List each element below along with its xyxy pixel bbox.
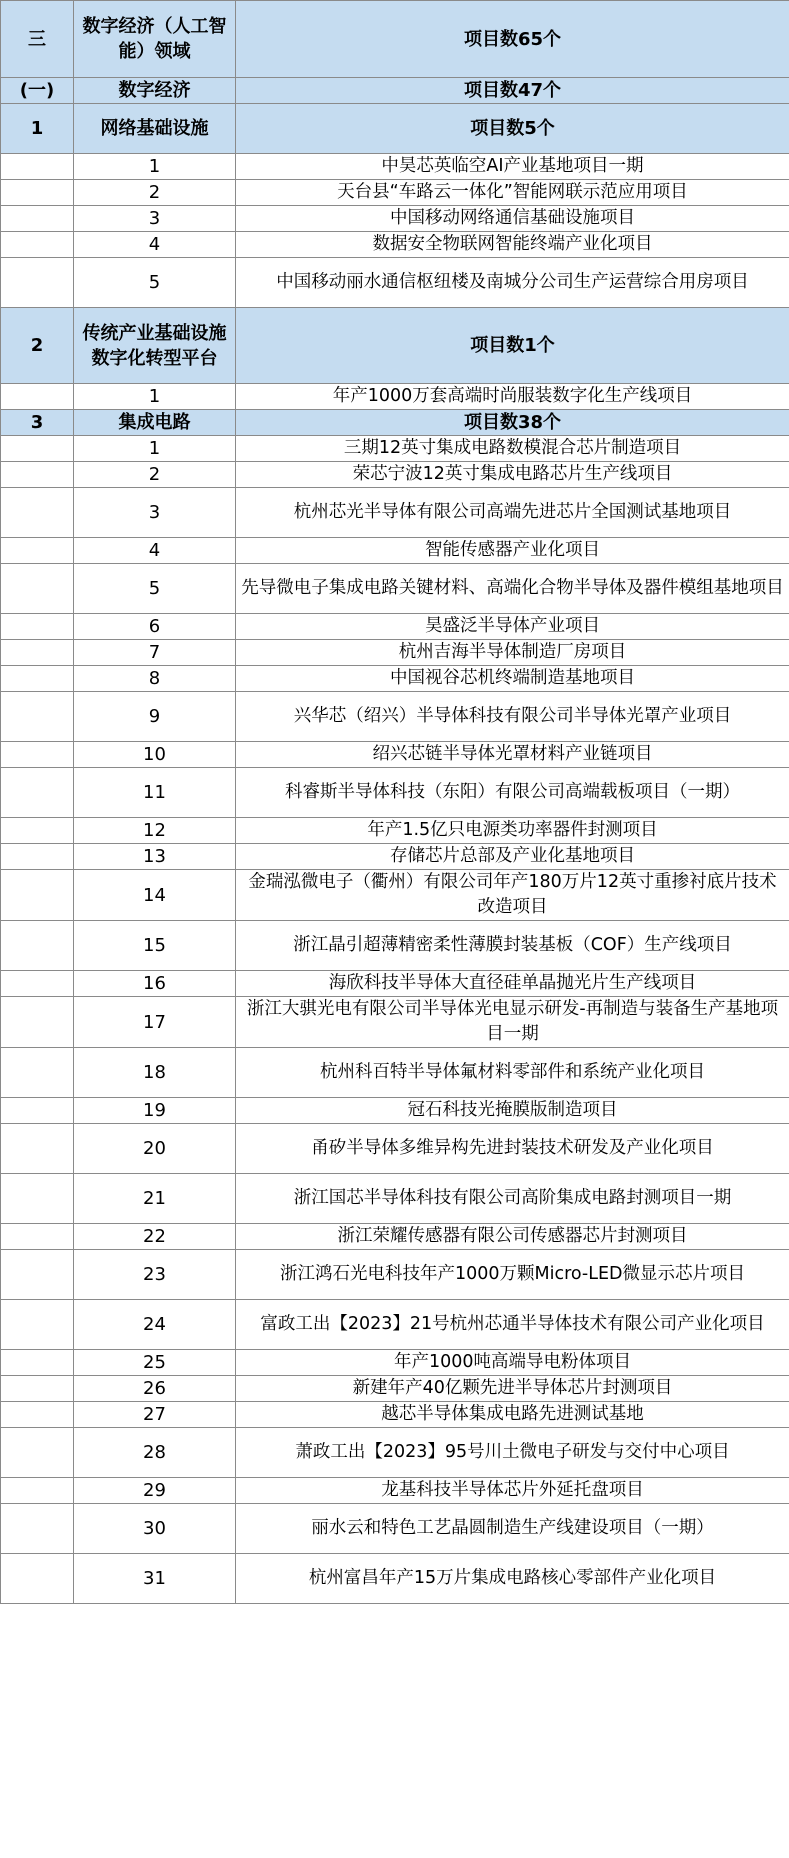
row-number: 1 (74, 436, 236, 462)
project-name: 杭州吉海半导体制造厂房项目 (236, 640, 789, 666)
project-name: 中昊芯英临空AI产业基地项目一期 (236, 154, 789, 180)
row-blank (1, 1224, 74, 1250)
row-blank (1, 1174, 74, 1224)
row-blank (1, 1478, 74, 1504)
project-name: 年产1000吨高端导电粉体项目 (236, 1350, 789, 1376)
project-name: 冠石科技光掩膜版制造项目 (236, 1098, 789, 1124)
project-name: 智能传感器产业化项目 (236, 538, 789, 564)
table-row (1, 870, 789, 921)
table-row (1, 1428, 789, 1478)
row-blank (1, 1402, 74, 1428)
table-row (1, 997, 789, 1048)
row-blank (1, 921, 74, 971)
row-blank (1, 1504, 74, 1554)
table-row (1, 1478, 789, 1504)
section-name: 网络基础设施 (74, 104, 236, 154)
project-name: 萧政工出【2023】95号川土微电子研发与交付中心项目 (236, 1428, 789, 1478)
table-row (1, 742, 789, 768)
table-row (1, 818, 789, 844)
row-number: 16 (74, 971, 236, 997)
row-number: 13 (74, 844, 236, 870)
row-blank (1, 692, 74, 742)
project-name: 兴华芯（绍兴）半导体科技有限公司半导体光罩产业项目 (236, 692, 789, 742)
project-name: 丽水云和特色工艺晶圆制造生产线建设项目（一期） (236, 1504, 789, 1554)
table-row (1, 1124, 789, 1174)
row-blank (1, 768, 74, 818)
table-row (1, 1554, 789, 1604)
row-number: 4 (74, 232, 236, 258)
row-number: 17 (74, 997, 236, 1048)
row-number: 23 (74, 1250, 236, 1300)
table-row (1, 564, 789, 614)
table-row (1, 844, 789, 870)
table-row (1, 1224, 789, 1250)
project-name: 海欣科技半导体大直径硅单晶抛光片生产线项目 (236, 971, 789, 997)
row-blank (1, 844, 74, 870)
row-number: 26 (74, 1376, 236, 1402)
project-name: 年产1000万套高端时尚服装数字化生产线项目 (236, 384, 789, 410)
row-number: 10 (74, 742, 236, 768)
project-name: 年产1.5亿只电源类功率器件封测项目 (236, 818, 789, 844)
row-number: 31 (74, 1554, 236, 1604)
row-number: 14 (74, 870, 236, 921)
table-row (1, 921, 789, 971)
table-row (1, 384, 789, 410)
section-name: 数字经济 (74, 78, 236, 104)
row-blank (1, 818, 74, 844)
project-name: 越芯半导体集成电路先进测试基地 (236, 1402, 789, 1428)
table-row (1, 488, 789, 538)
table-row (1, 1098, 789, 1124)
section-index: (一) (1, 78, 74, 104)
row-blank (1, 1124, 74, 1174)
project-name: 杭州富昌年产15万片集成电路核心零部件产业化项目 (236, 1554, 789, 1604)
row-blank (1, 870, 74, 921)
project-name: 中国视谷芯机终端制造基地项目 (236, 666, 789, 692)
section-summary: 项目数47个 (236, 78, 789, 104)
project-name: 中国移动丽水通信枢纽楼及南城分公司生产运营综合用房项目 (236, 258, 789, 308)
project-name: 浙江大骐光电有限公司半导体光电显示研发-再制造与装备生产基地项目一期 (236, 997, 789, 1048)
table-row (1, 154, 789, 180)
row-blank (1, 971, 74, 997)
row-blank (1, 258, 74, 308)
project-name: 数据安全物联网智能终端产业化项目 (236, 232, 789, 258)
row-number: 6 (74, 614, 236, 640)
project-name: 新建年产40亿颗先进半导体芯片封测项目 (236, 1376, 789, 1402)
table-row (1, 692, 789, 742)
row-blank (1, 1376, 74, 1402)
project-name: 浙江晶引超薄精密柔性薄膜封装基板（COF）生产线项目 (236, 921, 789, 971)
row-number: 9 (74, 692, 236, 742)
project-name: 昊盛泛半导体产业项目 (236, 614, 789, 640)
table-row (1, 206, 789, 232)
header-category: 数字经济（人工智能）领域 (74, 1, 236, 78)
row-number: 24 (74, 1300, 236, 1350)
row-blank (1, 538, 74, 564)
row-number: 5 (74, 564, 236, 614)
project-name: 甬矽半导体多维异构先进封装技术研发及产业化项目 (236, 1124, 789, 1174)
row-number: 21 (74, 1174, 236, 1224)
section-row (1, 308, 789, 384)
project-name: 荣芯宁波12英寸集成电路芯片生产线项目 (236, 462, 789, 488)
row-number: 12 (74, 818, 236, 844)
table-row (1, 258, 789, 308)
project-name: 中国移动网络通信基础设施项目 (236, 206, 789, 232)
project-name: 杭州科百特半导体氟材料零部件和系统产业化项目 (236, 1048, 789, 1098)
row-blank (1, 614, 74, 640)
section-summary: 项目数5个 (236, 104, 789, 154)
table-row (1, 1300, 789, 1350)
row-number: 7 (74, 640, 236, 666)
section-name: 传统产业基础设施数字化转型平台 (74, 308, 236, 384)
project-name: 天台县“车路云一体化”智能网联示范应用项目 (236, 180, 789, 206)
row-blank (1, 640, 74, 666)
project-name: 富政工出【2023】21号杭州芯通半导体技术有限公司产业化项目 (236, 1300, 789, 1350)
section-index: 3 (1, 410, 74, 436)
row-blank (1, 232, 74, 258)
project-name: 科睿斯半导体科技（东阳）有限公司高端载板项目（一期） (236, 768, 789, 818)
row-blank (1, 1300, 74, 1350)
row-number: 25 (74, 1350, 236, 1376)
row-blank (1, 666, 74, 692)
project-name: 绍兴芯链半导体光罩材料产业链项目 (236, 742, 789, 768)
section-name: 集成电路 (74, 410, 236, 436)
table-row (1, 436, 789, 462)
project-name: 金瑞泓微电子（衢州）有限公司年产180万片12英寸重掺衬底片技术改造项目 (236, 870, 789, 921)
table-row (1, 768, 789, 818)
row-blank (1, 206, 74, 232)
row-number: 15 (74, 921, 236, 971)
table-row (1, 1402, 789, 1428)
row-number: 4 (74, 538, 236, 564)
row-number: 27 (74, 1402, 236, 1428)
table-row (1, 1174, 789, 1224)
table-row (1, 971, 789, 997)
table-row (1, 640, 789, 666)
table-row (1, 538, 789, 564)
row-blank (1, 384, 74, 410)
section-row (1, 410, 789, 436)
table-row (1, 462, 789, 488)
row-blank (1, 1048, 74, 1098)
row-number: 1 (74, 154, 236, 180)
table-row (1, 180, 789, 206)
row-blank (1, 154, 74, 180)
row-blank (1, 436, 74, 462)
project-name: 浙江国芯半导体科技有限公司高阶集成电路封测项目一期 (236, 1174, 789, 1224)
header-index: 三 (1, 1, 74, 78)
row-blank (1, 1554, 74, 1604)
section-index: 2 (1, 308, 74, 384)
section-summary: 项目数1个 (236, 308, 789, 384)
table-row (1, 1504, 789, 1554)
row-blank (1, 488, 74, 538)
section-summary: 项目数38个 (236, 410, 789, 436)
project-name: 存储芯片总部及产业化基地项目 (236, 844, 789, 870)
table-header-row (1, 1, 789, 78)
row-number: 28 (74, 1428, 236, 1478)
project-name: 龙基科技半导体芯片外延托盘项目 (236, 1478, 789, 1504)
row-number: 3 (74, 488, 236, 538)
row-number: 11 (74, 768, 236, 818)
table-row (1, 1350, 789, 1376)
section-index: 1 (1, 104, 74, 154)
row-blank (1, 1350, 74, 1376)
project-name: 先导微电子集成电路关键材料、高端化合物半导体及器件模组基地项目 (236, 564, 789, 614)
table-row (1, 614, 789, 640)
row-blank (1, 1428, 74, 1478)
row-number: 18 (74, 1048, 236, 1098)
row-blank (1, 180, 74, 206)
row-blank (1, 1098, 74, 1124)
row-number: 2 (74, 462, 236, 488)
row-number: 30 (74, 1504, 236, 1554)
row-number: 29 (74, 1478, 236, 1504)
row-number: 22 (74, 1224, 236, 1250)
row-blank (1, 742, 74, 768)
row-blank (1, 997, 74, 1048)
table-row (1, 232, 789, 258)
section-row (1, 104, 789, 154)
row-blank (1, 1250, 74, 1300)
row-number: 1 (74, 384, 236, 410)
table-row (1, 1250, 789, 1300)
row-number: 3 (74, 206, 236, 232)
project-name: 三期12英寸集成电路数模混合芯片制造项目 (236, 436, 789, 462)
table-row (1, 1376, 789, 1402)
header-summary: 项目数65个 (236, 1, 789, 78)
table-row (1, 666, 789, 692)
row-number: 19 (74, 1098, 236, 1124)
project-name: 杭州芯光半导体有限公司高端先进芯片全国测试基地项目 (236, 488, 789, 538)
project-name: 浙江鸿石光电科技年产1000万颗Micro-LED微显示芯片项目 (236, 1250, 789, 1300)
row-number: 5 (74, 258, 236, 308)
row-number: 2 (74, 180, 236, 206)
row-blank (1, 564, 74, 614)
row-blank (1, 462, 74, 488)
row-number: 8 (74, 666, 236, 692)
section-row (1, 78, 789, 104)
row-number: 20 (74, 1124, 236, 1174)
table-row (1, 1048, 789, 1098)
project-name: 浙江荣耀传感器有限公司传感器芯片封测项目 (236, 1224, 789, 1250)
